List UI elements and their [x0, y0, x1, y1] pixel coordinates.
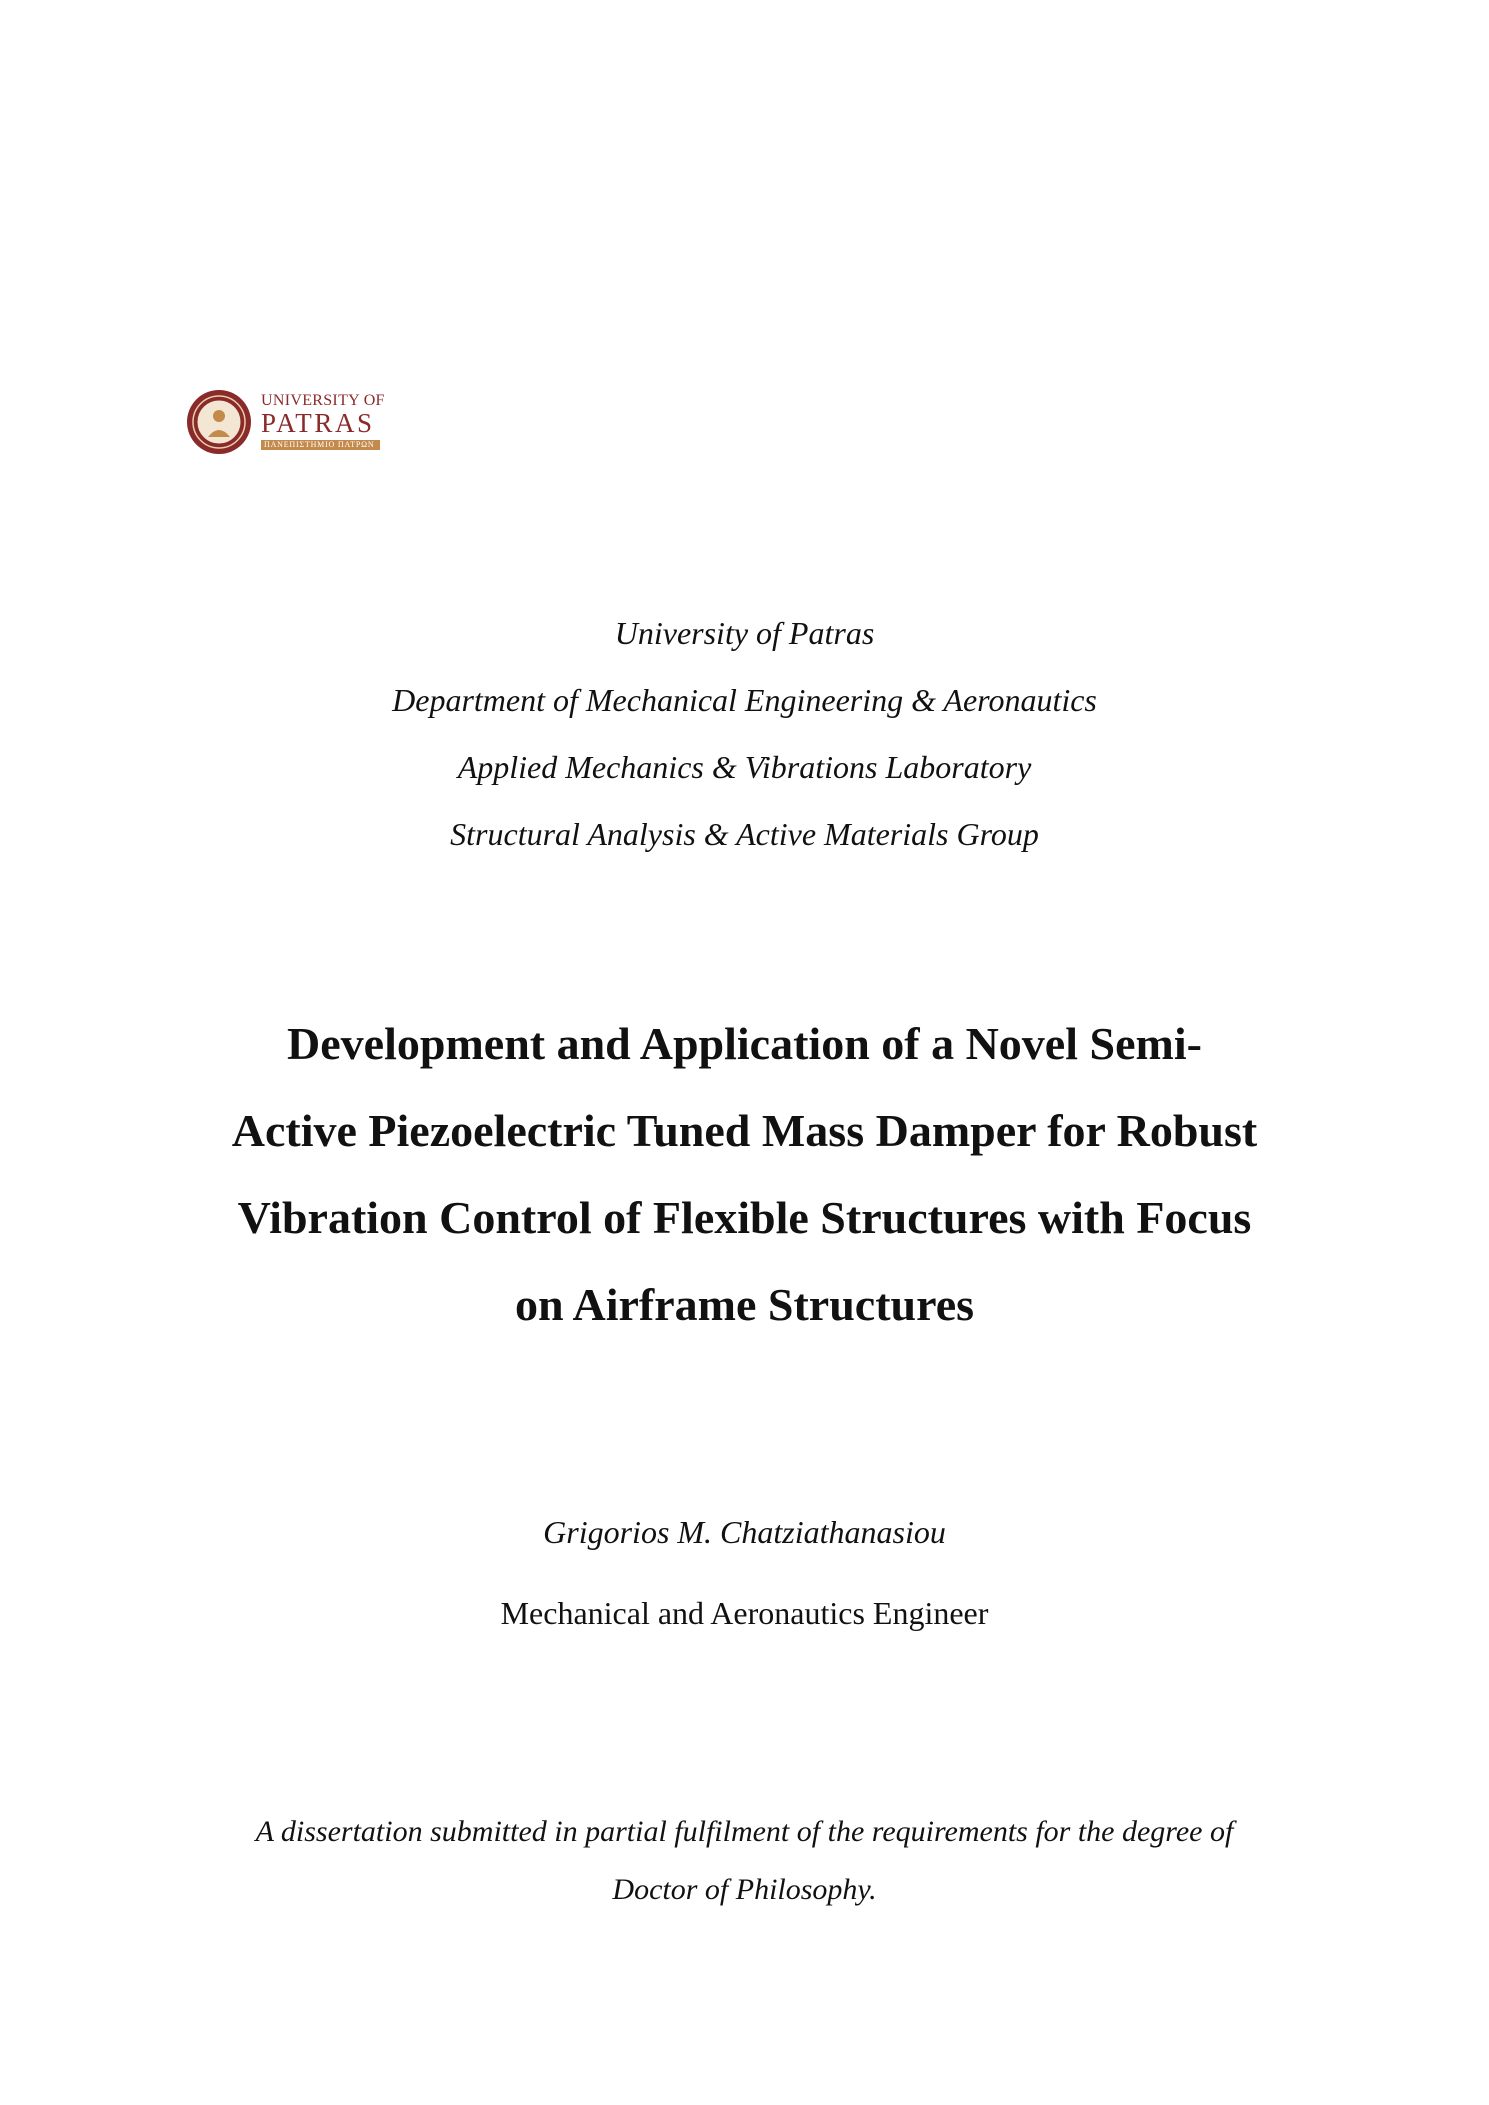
university-seal-icon [186, 389, 252, 455]
title-line: Development and Application of a Novel Semi- [287, 1018, 1202, 1069]
affiliation-laboratory: Applied Mechanics & Vibrations Laboratory [457, 749, 1032, 785]
affiliation-university: University of Patras [614, 615, 875, 651]
logo-text-greek: ΠΑΝΕΠΙΣΤΗΜΙΟ ΠΑΤΡΩΝ [264, 440, 375, 449]
title-line: on Airframe Structures [514, 1279, 975, 1330]
title-line: Active Piezoelectric Tuned Mass Damper for Robust [231, 1105, 1258, 1156]
author-role: Mechanical and Aeronautics Engineer [500, 1595, 989, 1631]
statement-line: Doctor of Philosophy. [612, 1873, 877, 1906]
dissertation-title [150, 1000, 1339, 1348]
affiliations [0, 600, 1489, 868]
logo-text-patras: PATRAS [261, 408, 375, 438]
title-line: Vibration Control of Flexible Structures with Focus [237, 1192, 1252, 1243]
affiliation-department: Department of Mechanical Engineering & Aeronautics [392, 682, 1097, 718]
degree-statement [150, 1803, 1339, 1919]
author-name: Grigorios M. Chatziathanasiou [543, 1514, 946, 1550]
statement-line: A dissertation submitted in partial fulfilment of the requirements for the degree of [255, 1815, 1234, 1848]
logo-text-university-of: UNIVERSITY OF [261, 392, 385, 409]
affiliation-group: Structural Analysis & Active Materials Group [450, 816, 1039, 852]
university-logo [186, 386, 396, 458]
